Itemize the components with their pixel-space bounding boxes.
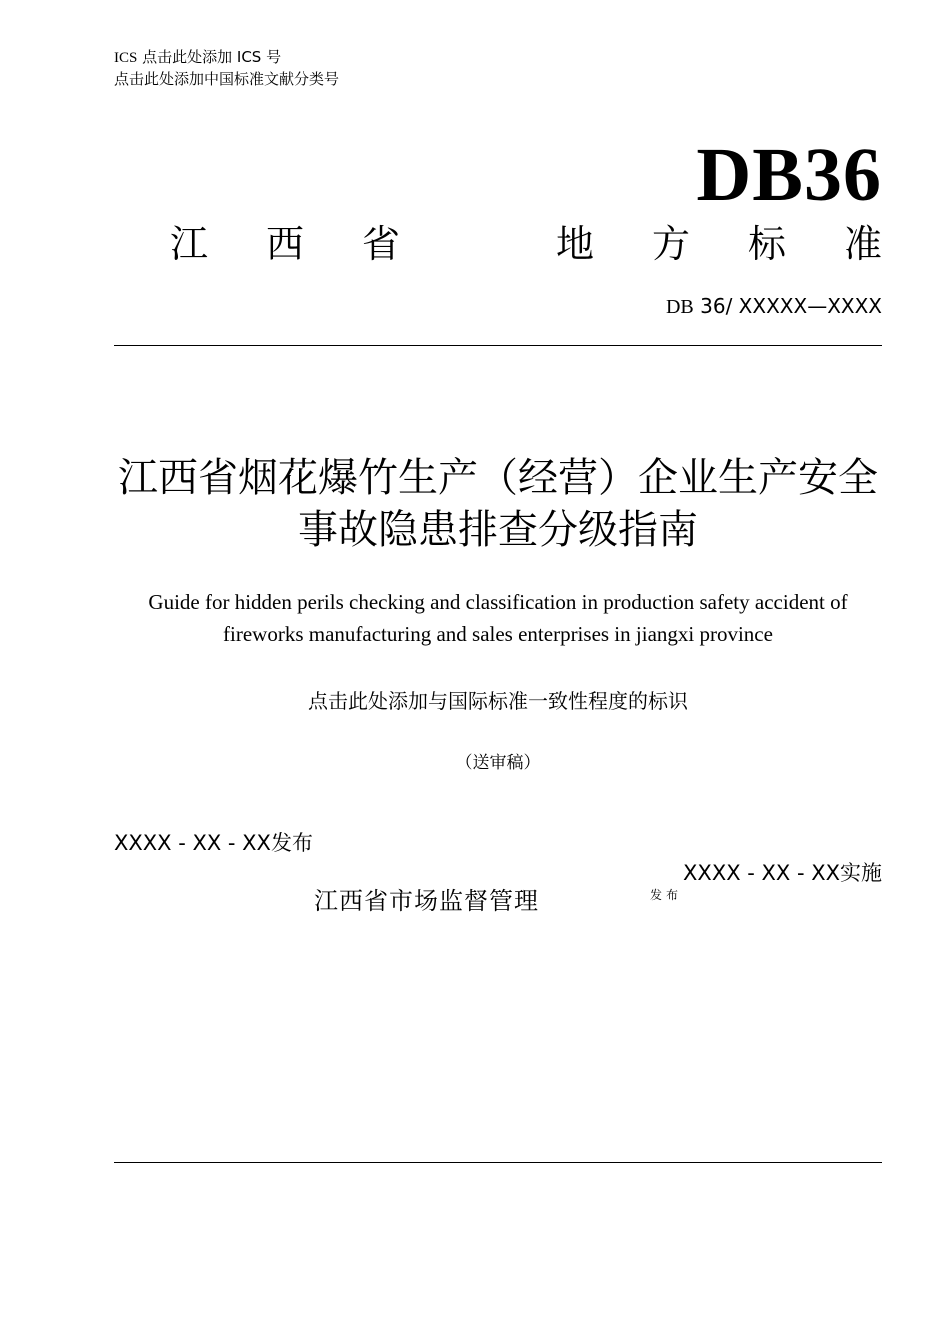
- bottom-divider: [114, 1162, 882, 1163]
- ics-number[interactable]: [114, 47, 281, 68]
- issue-word: 发布: [650, 888, 683, 902]
- name-char: 地: [555, 222, 594, 266]
- issuing-authority: 江西省市场监督管理: [314, 887, 539, 915]
- document-title-en: Guide for hidden perils checking and classification in production safety accident of fireworks manufacturing and sales enterprises in jiangxi province: [148, 590, 848, 646]
- classification-placeholder[interactable]: 点击此处添加中国标准文献分类号: [114, 70, 340, 88]
- draft-status: （送审稿）: [455, 753, 541, 773]
- name-char: 江: [170, 222, 209, 266]
- standard-number-prefix: DB: [665, 296, 694, 318]
- standard-number-rest: 36/ XXXXX—XXXX: [700, 294, 882, 318]
- name-char: 标: [747, 222, 786, 266]
- name-char: 省: [362, 222, 401, 266]
- name-char: 方: [651, 222, 690, 266]
- name-gap: [458, 218, 498, 270]
- ics-placeholder[interactable]: 点击此处添加 ICS 号: [142, 48, 282, 66]
- consistency-placeholder[interactable]: 点击此处添加与国际标准一致性程度的标识: [308, 689, 688, 713]
- document-title-cn: 江西省烟花爆竹生产（经营）企业生产安全事故隐患排查分级指南: [118, 455, 878, 553]
- publish-date: XXXX - XX - XX发布: [114, 831, 313, 855]
- standard-number: [666, 292, 882, 321]
- ics-prefix: ICS: [114, 50, 138, 66]
- standard-type-name: [170, 218, 882, 270]
- top-divider: [114, 345, 882, 346]
- name-char: 西: [266, 222, 305, 266]
- implement-date: XXXX - XX - XX实施: [683, 861, 882, 885]
- standard-code-logo: DB36: [696, 133, 882, 217]
- name-char: 准: [843, 222, 882, 266]
